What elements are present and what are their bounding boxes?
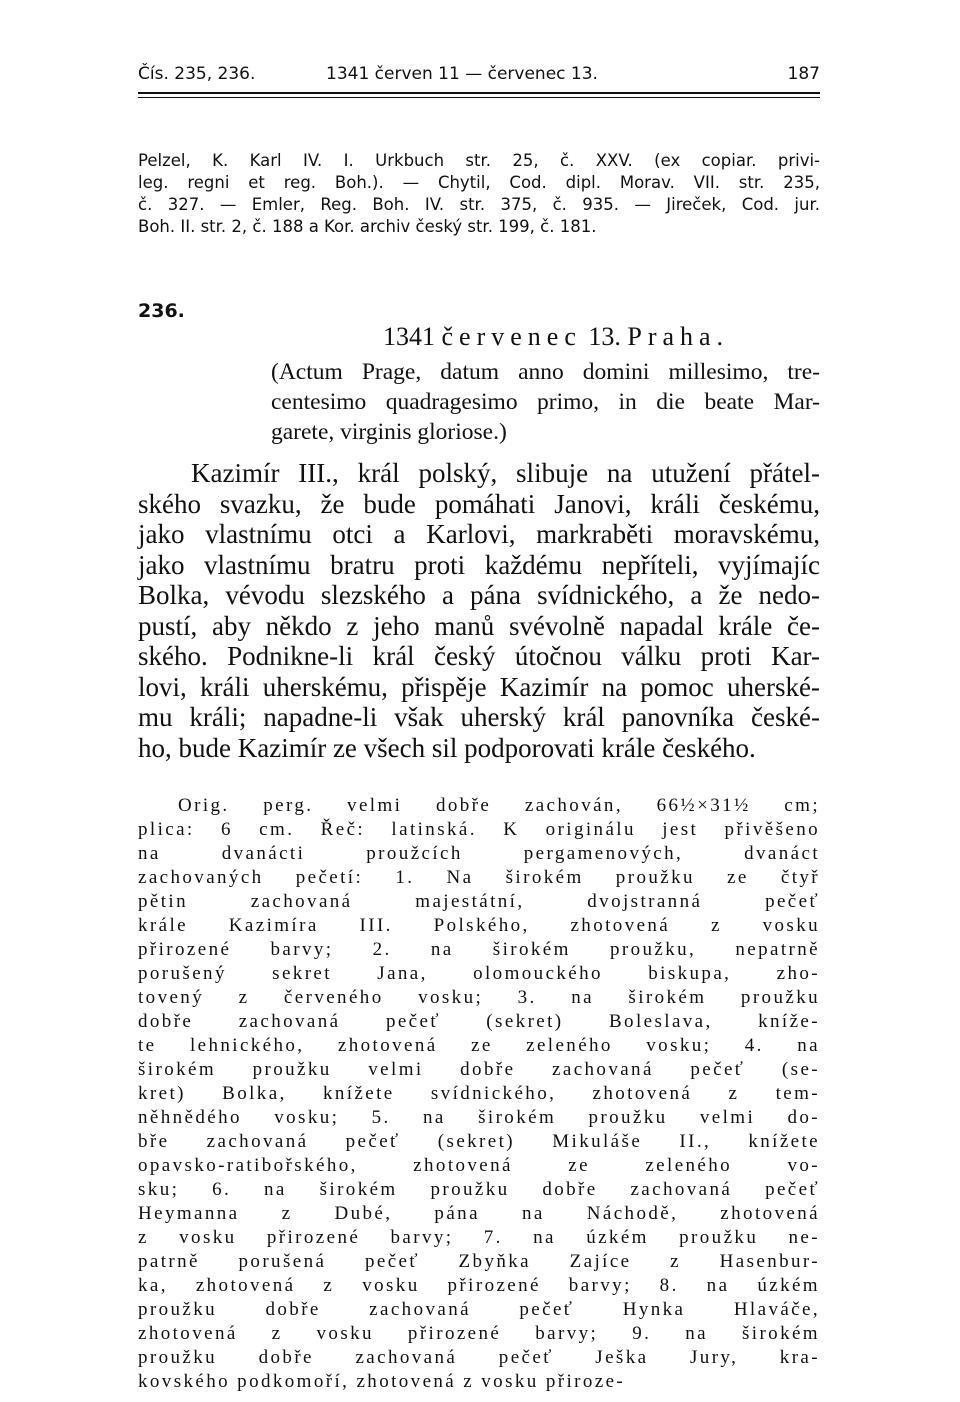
description-line: na dvanácti proužcích pergamenových, dvanáct — [138, 843, 820, 864]
description-line: proužku dobře zachovaná pečeť Hynka Hlaváče, — [138, 1299, 820, 1320]
description-line: Orig. perg. velmi dobře zachován, 66½×31½ cm; — [178, 795, 820, 816]
references-line: č. 327. — Emler, Reg. Boh. IV. str. 375, č. 935. — Jireček, Cod. jur. — [138, 195, 820, 214]
regest-line: Bolka, vévodu slezského a pána svídnického, a že nedo- — [138, 580, 820, 610]
regest-line: ského. Podnikne-li král český útočnou válku proti Kar- — [138, 641, 820, 671]
description-line: te lehnického, zhotovená ze zeleného vosku; 4. na — [138, 1035, 820, 1056]
description-line: ka, zhotovená z vosku přirozené barvy; 8. na úzkém — [138, 1275, 820, 1296]
actum-line: (Actum Prage, datum anno domini millesimo, tre- — [271, 359, 820, 385]
description-line: zhotovená z vosku přirozené barvy; 9. na širokém — [138, 1323, 820, 1344]
regest-line: ského svazku, že bude pomáhati Janovi, králi českému, — [138, 488, 820, 519]
regest-line: ho, bude Kazimír ze všech sil podporovati krále českého. — [138, 732, 756, 763]
description-line: dobře zachovaná pečeť (sekret) Boleslava, kníže- — [138, 1011, 820, 1032]
regest-line: lovi, králi uherskému, přispěje Kazimír na pomoc uherské- — [138, 671, 820, 702]
description-line: tovený z červeného vosku; 3. na širokém proužku — [138, 987, 820, 1008]
header-rule-thick — [138, 92, 820, 94]
references-line: Boh. II. str. 2, č. 188 a Kor. archiv český str. 199, č. 181. — [138, 217, 597, 236]
description-line: pětin zachovaná majestátní, dvojstranná pečeť — [138, 891, 820, 912]
regest-line: pustí, aby někdo z jeho manů svévolně napadal krále če- — [138, 610, 820, 641]
description-line: kret) Bolka, knížete svídnického, zhotovená z tem- — [138, 1083, 820, 1104]
description-line: zachovaných pečetí: 1. Na širokém proužku ze čtyř — [138, 867, 820, 888]
description-line: něhnědého vosku; 5. na širokém proužku velmi do- — [138, 1107, 820, 1128]
references-line: leg. regni et reg. Boh.). — Chytil, Cod. dipl. Morav. VII. str. 235, — [138, 173, 820, 192]
description-line: širokém proužku velmi dobře zachovaná pečeť (se- — [138, 1059, 820, 1080]
description-line: Heymanna z Dubé, pána na Náchodě, zhotovená — [138, 1203, 820, 1224]
header-document-numbers: Čís. 235, 236. — [138, 64, 256, 84]
regest-line: jako vlastnímu bratru proti každému nepříteli, vyjímajíc — [138, 549, 820, 580]
header-date-range: 1341 červen 11 — červenec 13. — [326, 64, 598, 84]
document-date-line — [383, 322, 729, 352]
regest-line: mu králi; napadne-li však uherský král panovníka české- — [138, 702, 820, 732]
description-paragraph — [138, 794, 820, 1394]
date-month: červenec — [441, 322, 582, 351]
regest-line: Kazimír III., král polský, slibuje na utužení přátel- — [191, 458, 820, 488]
date-day: 13. — [588, 322, 621, 351]
regest-paragraph — [138, 458, 820, 763]
actum-clause — [271, 357, 820, 447]
description-line: přirozené barvy; 2. na širokém proužku, nepatrně — [138, 939, 820, 960]
header-page-number: 187 — [787, 64, 820, 84]
header-rule-thin — [138, 97, 820, 98]
actum-line: garete, virginis gloriose.) — [271, 419, 507, 445]
actum-line: centesimo quadragesimo primo, in die beate Mar- — [271, 389, 820, 415]
description-line: z vosku přirozené barvy; 7. na úzkém proužku ne- — [138, 1227, 820, 1248]
regest-line: jako vlastnímu otci a Karlovi, markraběti moravskému, — [138, 519, 820, 549]
references-line: Pelzel, K. Karl IV. I. Urkbuch str. 25, č. XXV. (ex copiar. privi- — [138, 151, 820, 170]
description-line: opavsko-ratibořského, zhotovená ze zeleného vo- — [138, 1155, 820, 1176]
date-place: Praha. — [627, 322, 730, 351]
description-line: sku; 6. na širokém proužku dobře zachovaná pečeť — [138, 1179, 820, 1200]
description-line: plica: 6 cm. Řeč: latinská. K originálu jest přivěšeno — [138, 819, 820, 840]
description-line: patrně porušená pečeť Zbyňka Zajíce z Hasenbur- — [138, 1251, 820, 1272]
description-line: proužku dobře zachovaná pečeť Ješka Jury, kra- — [138, 1347, 820, 1368]
description-line: kovského podkomoří, zhotovená z vosku přiroze- — [138, 1371, 626, 1392]
references-paragraph — [138, 150, 820, 238]
description-line: krále Kazimíra III. Polského, zhotovená z vosku — [138, 915, 820, 936]
description-line: porušený sekret Jana, olomouckého biskupa, zho- — [138, 963, 820, 984]
date-year: 1341 — [383, 322, 435, 351]
description-line: bře zachovaná pečeť (sekret) Mikuláše II., knížete — [138, 1131, 820, 1152]
running-header — [138, 64, 820, 90]
document-number: 236. — [138, 300, 185, 322]
